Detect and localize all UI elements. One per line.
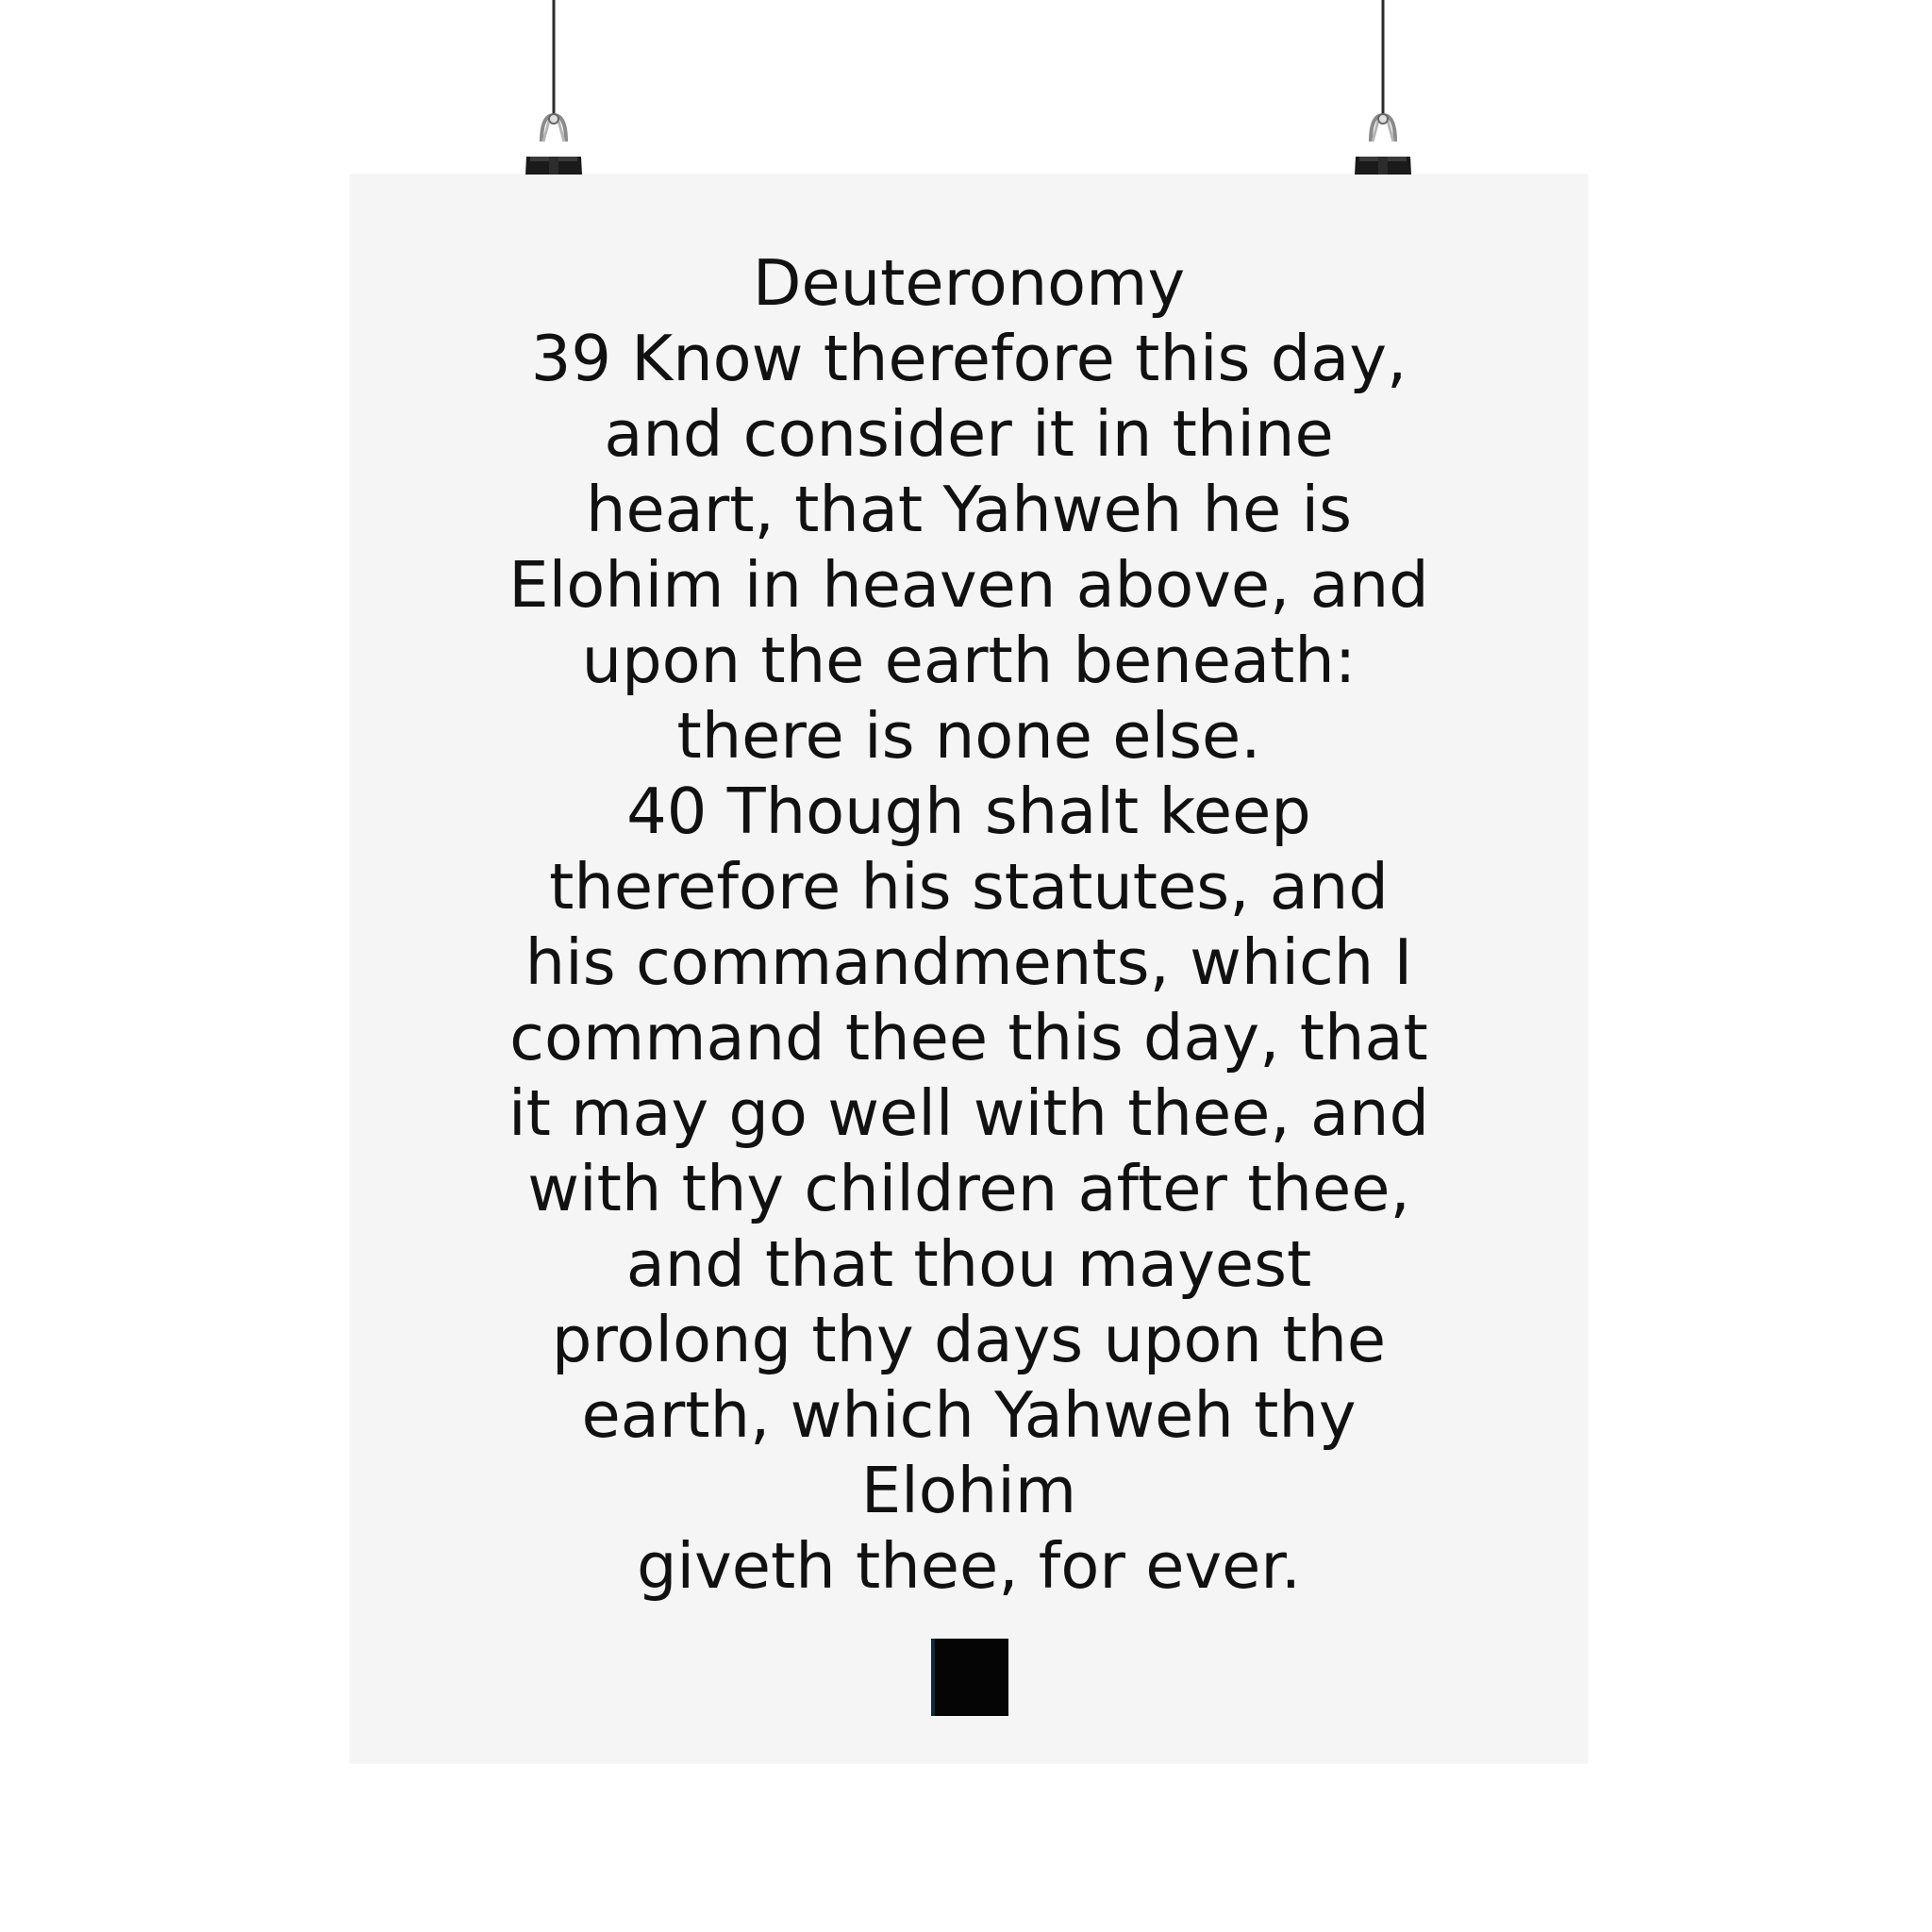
verse-line: 39 Know therefore this day,: [530, 322, 1407, 395]
verse-line: 40 Though shalt keep: [626, 774, 1311, 848]
poster-title: Deuteronomy: [752, 246, 1186, 320]
verse-line: therefore his statutes, and: [549, 850, 1389, 924]
verse-line: upon the earth beneath:: [581, 624, 1357, 697]
verse-line: heart, that Yahweh he is: [585, 473, 1352, 546]
verse-line: Elohim: [860, 1454, 1077, 1527]
verse-line: there is none else.: [676, 699, 1261, 773]
verse-line: and that thou mayest: [625, 1227, 1312, 1301]
verse-line: it may go well with thee, and: [508, 1076, 1430, 1150]
poster-sheet: [350, 175, 1588, 1763]
verse-line: command thee this day, that: [509, 1001, 1428, 1074]
verse-line: Elohim in heaven above, and: [508, 548, 1429, 622]
verse-line: giveth thee, for ever.: [636, 1529, 1302, 1603]
verse-line: earth, which Yahweh thy: [581, 1378, 1357, 1452]
verse-line: and consider it in thine: [604, 397, 1334, 471]
binder-clip-icon: [521, 0, 587, 198]
verse-line: with thy children after thee,: [527, 1152, 1410, 1225]
binder-clip-icon: [1350, 0, 1416, 198]
verse-line: his commandments, which I: [525, 925, 1413, 999]
verse-line: prolong thy days upon the: [551, 1303, 1387, 1376]
scripture-text: [350, 245, 1588, 1604]
book-icon: [931, 1639, 1008, 1716]
